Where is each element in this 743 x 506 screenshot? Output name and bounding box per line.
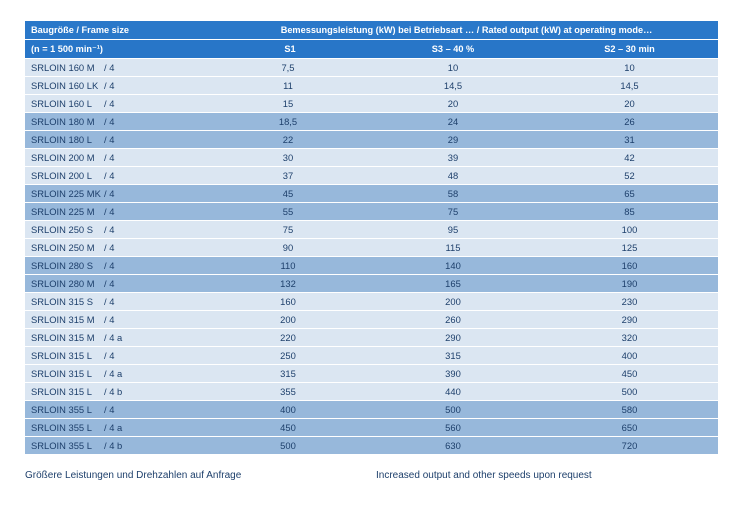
- pole-variant: / 4 a: [104, 368, 123, 379]
- frame-size-cell: [25, 419, 215, 437]
- frame-size-cell: [25, 149, 215, 167]
- table-row: [25, 113, 718, 131]
- table-row: [25, 239, 718, 257]
- s1-output-value: 355: [280, 386, 296, 397]
- frame-size-cell: [25, 401, 215, 419]
- table-row: [25, 95, 718, 113]
- s3-output-cell: 95: [365, 221, 541, 239]
- table-row: [25, 185, 718, 203]
- motor-type: SRLOIN 315 M: [31, 332, 95, 343]
- table-row: [25, 167, 718, 185]
- frame-size-cell: [25, 185, 215, 203]
- s1-output-value: 250: [280, 350, 296, 361]
- mode-s2-header: S2 – 30 min: [541, 40, 718, 59]
- s1-output-cell: [215, 167, 365, 185]
- s2-output-cell: 10: [541, 59, 718, 77]
- pole-variant: / 4: [104, 260, 115, 271]
- s1-output-value: 75: [282, 224, 294, 235]
- pole-variant: / 4: [104, 314, 115, 325]
- motor-type: SRLOIN 355 L: [31, 404, 92, 415]
- s3-output-cell: 24: [365, 113, 541, 131]
- motor-type: SRLOIN 225 M: [31, 206, 95, 217]
- frame-size-cell: [25, 329, 215, 347]
- s2-output-cell: 26: [541, 113, 718, 131]
- s3-output-cell: 75: [365, 203, 541, 221]
- s3-output-cell: 165: [365, 275, 541, 293]
- s1-output-cell: [215, 113, 365, 131]
- motor-type: SRLOIN 160 L: [31, 98, 92, 109]
- pole-variant: / 4: [104, 188, 115, 199]
- s1-output-cell: [215, 401, 365, 419]
- s2-output-cell: 320: [541, 329, 718, 347]
- footer-note-german: Größere Leistungen und Drehzahlen auf Anfrage: [25, 470, 242, 481]
- s1-output-cell: [215, 131, 365, 149]
- s3-output-cell: 115: [365, 239, 541, 257]
- s2-output-cell: 42: [541, 149, 718, 167]
- s1-output-value: 160: [280, 296, 296, 307]
- motor-type: SRLOIN 355 L: [31, 440, 92, 451]
- header-row-1: [25, 21, 718, 40]
- rated-output-table: [25, 21, 718, 454]
- motor-type: SRLOIN 315 S: [31, 296, 94, 307]
- table-row: [25, 383, 718, 401]
- s2-output-cell: 14,5: [541, 77, 718, 95]
- mode-s3-header: S3 – 40 %: [365, 40, 541, 59]
- footer-note-english: Increased output and other speeds upon request: [376, 470, 592, 481]
- motor-type: SRLOIN 315 L: [31, 368, 92, 379]
- table-row: [25, 221, 718, 239]
- pole-variant: / 4: [104, 80, 115, 91]
- pole-variant: / 4: [104, 224, 115, 235]
- s1-output-cell: [215, 77, 365, 95]
- frame-size-cell: [25, 77, 215, 95]
- s1-output-cell: [215, 311, 365, 329]
- table-row: [25, 131, 718, 149]
- pole-variant: / 4: [104, 278, 115, 289]
- s1-output-cell: [215, 257, 365, 275]
- table-body: [25, 59, 718, 455]
- s1-output-value: 55: [282, 206, 294, 217]
- table-row: [25, 293, 718, 311]
- frame-size-cell: [25, 347, 215, 365]
- s1-output-cell: [215, 347, 365, 365]
- pole-variant: / 4: [104, 116, 115, 127]
- motor-type: SRLOIN 180 M: [31, 116, 95, 127]
- table-row: [25, 437, 718, 455]
- s1-output-cell: [215, 59, 365, 77]
- s1-output-cell: [215, 203, 365, 221]
- table-row: [25, 257, 718, 275]
- s3-output-cell: 200: [365, 293, 541, 311]
- table-row: [25, 419, 718, 437]
- table-row: [25, 329, 718, 347]
- motor-type: SRLOIN 280 M: [31, 278, 95, 289]
- s1-output-cell: [215, 365, 365, 383]
- s3-output-cell: 20: [365, 95, 541, 113]
- s1-output-value: 22: [282, 134, 294, 145]
- s1-output-cell: [215, 383, 365, 401]
- s1-output-cell: [215, 221, 365, 239]
- motor-type: SRLOIN 315 L: [31, 350, 92, 361]
- table-row: [25, 365, 718, 383]
- s2-output-cell: 20: [541, 95, 718, 113]
- s3-output-cell: 58: [365, 185, 541, 203]
- table-row: [25, 311, 718, 329]
- s3-output-cell: 39: [365, 149, 541, 167]
- rated-output-header: Bemessungsleistung (kW) bei Betriebsart … / Rated output (kW) at operating mode…: [215, 21, 718, 40]
- s1-output-cell: [215, 149, 365, 167]
- table-row: [25, 149, 718, 167]
- frame-size-cell: [25, 221, 215, 239]
- s3-output-cell: 290: [365, 329, 541, 347]
- header-row-2: [25, 40, 718, 59]
- s1-output-cell: [215, 329, 365, 347]
- s3-output-cell: 14,5: [365, 77, 541, 95]
- s2-output-cell: 400: [541, 347, 718, 365]
- frame-size-cell: [25, 437, 215, 455]
- s3-output-cell: 500: [365, 401, 541, 419]
- motor-type: SRLOIN 315 M: [31, 314, 95, 325]
- s3-output-cell: 140: [365, 257, 541, 275]
- s1-output-value: 315: [280, 368, 296, 379]
- pole-variant: / 4 a: [104, 422, 123, 433]
- s1-output-value: 110: [280, 260, 296, 271]
- s2-output-cell: 100: [541, 221, 718, 239]
- frame-size-cell: [25, 275, 215, 293]
- pole-variant: / 4: [104, 404, 115, 415]
- s1-output-value: 45: [282, 188, 294, 199]
- table-row: [25, 347, 718, 365]
- s2-output-cell: 500: [541, 383, 718, 401]
- pole-variant: / 4 a: [104, 332, 123, 343]
- s3-output-cell: 10: [365, 59, 541, 77]
- pole-variant: / 4: [104, 350, 115, 361]
- frame-size-cell: [25, 203, 215, 221]
- mode-s1-header: S1: [215, 40, 365, 59]
- frame-size-cell: [25, 95, 215, 113]
- frame-size-cell: [25, 293, 215, 311]
- motor-type: SRLOIN 160 LK: [31, 80, 99, 91]
- frame-size-cell: [25, 383, 215, 401]
- s3-output-cell: 440: [365, 383, 541, 401]
- table-row: [25, 401, 718, 419]
- s2-output-cell: 720: [541, 437, 718, 455]
- pole-variant: / 4: [104, 98, 115, 109]
- pole-variant: / 4: [104, 206, 115, 217]
- pole-variant: / 4 b: [104, 386, 123, 397]
- frame-size-cell: [25, 311, 215, 329]
- motor-type: SRLOIN 250 M: [31, 242, 95, 253]
- s1-output-value: 11: [283, 80, 293, 91]
- s1-output-value: 30: [282, 152, 294, 163]
- table-row: [25, 275, 718, 293]
- s3-output-cell: 48: [365, 167, 541, 185]
- s1-output-cell: [215, 293, 365, 311]
- s1-output-value: 90: [282, 242, 294, 253]
- s1-output-cell: [215, 437, 365, 455]
- s2-output-cell: 52: [541, 167, 718, 185]
- s1-output-value: 500: [280, 440, 296, 451]
- table-row: [25, 59, 718, 77]
- s3-output-cell: 29: [365, 131, 541, 149]
- frame-size-cell: [25, 365, 215, 383]
- pole-variant: / 4: [104, 242, 115, 253]
- motor-type: SRLOIN 200 L: [31, 170, 92, 181]
- output-table: [25, 21, 718, 454]
- frame-size-cell: [25, 113, 215, 131]
- s1-output-cell: [215, 419, 365, 437]
- motor-type: SRLOIN 355 L: [31, 422, 92, 433]
- pole-variant: / 4: [104, 62, 115, 73]
- s2-output-cell: 85: [541, 203, 718, 221]
- s1-output-value: 18,5: [278, 116, 298, 127]
- s1-output-cell: [215, 275, 365, 293]
- s1-output-value: 7,5: [281, 62, 295, 73]
- motor-type: SRLOIN 180 L: [31, 134, 92, 145]
- s1-output-cell: [215, 95, 365, 113]
- s1-output-value: 400: [280, 404, 296, 415]
- s3-output-cell: 390: [365, 365, 541, 383]
- motor-type: SRLOIN 315 L: [31, 386, 92, 397]
- pole-variant: / 4: [104, 134, 115, 145]
- s2-output-cell: 580: [541, 401, 718, 419]
- s2-output-cell: 190: [541, 275, 718, 293]
- frame-size-cell: [25, 257, 215, 275]
- table-row: [25, 203, 718, 221]
- pole-variant: / 4 b: [104, 440, 123, 451]
- frame-size-cell: [25, 239, 215, 257]
- pole-variant: / 4: [104, 152, 115, 163]
- pole-variant: / 4: [104, 296, 115, 307]
- motor-type: SRLOIN 225 MK: [31, 188, 101, 199]
- motor-type: SRLOIN 280 S: [31, 260, 94, 271]
- motor-type: SRLOIN 200 M: [31, 152, 95, 163]
- s3-output-cell: 315: [365, 347, 541, 365]
- pole-variant: / 4: [104, 170, 115, 181]
- table-row: [25, 77, 718, 95]
- frame-size-cell: [25, 59, 215, 77]
- motor-type: SRLOIN 250 S: [31, 224, 94, 235]
- s2-output-cell: 125: [541, 239, 718, 257]
- s2-output-cell: 450: [541, 365, 718, 383]
- s1-output-value: 37: [282, 170, 294, 181]
- frame-size-header: Baugröße / Frame size: [25, 21, 215, 40]
- s2-output-cell: 650: [541, 419, 718, 437]
- s1-output-value: 132: [280, 278, 296, 289]
- s1-output-value: 450: [280, 422, 296, 433]
- s3-output-cell: 560: [365, 419, 541, 437]
- s1-output-cell: [215, 239, 365, 257]
- s2-output-cell: 31: [541, 131, 718, 149]
- s3-output-cell: 260: [365, 311, 541, 329]
- frame-size-cell: [25, 167, 215, 185]
- motor-type: SRLOIN 160 M: [31, 62, 95, 73]
- s2-output-cell: 290: [541, 311, 718, 329]
- s1-output-value: 200: [280, 314, 296, 325]
- s2-output-cell: 230: [541, 293, 718, 311]
- s2-output-cell: 65: [541, 185, 718, 203]
- speed-header: (n = 1 500 min⁻¹): [25, 40, 215, 59]
- s1-output-cell: [215, 185, 365, 203]
- s2-output-cell: 160: [541, 257, 718, 275]
- frame-size-cell: [25, 131, 215, 149]
- s1-output-value: 220: [280, 332, 296, 343]
- s1-output-value: 15: [282, 98, 294, 109]
- s3-output-cell: 630: [365, 437, 541, 455]
